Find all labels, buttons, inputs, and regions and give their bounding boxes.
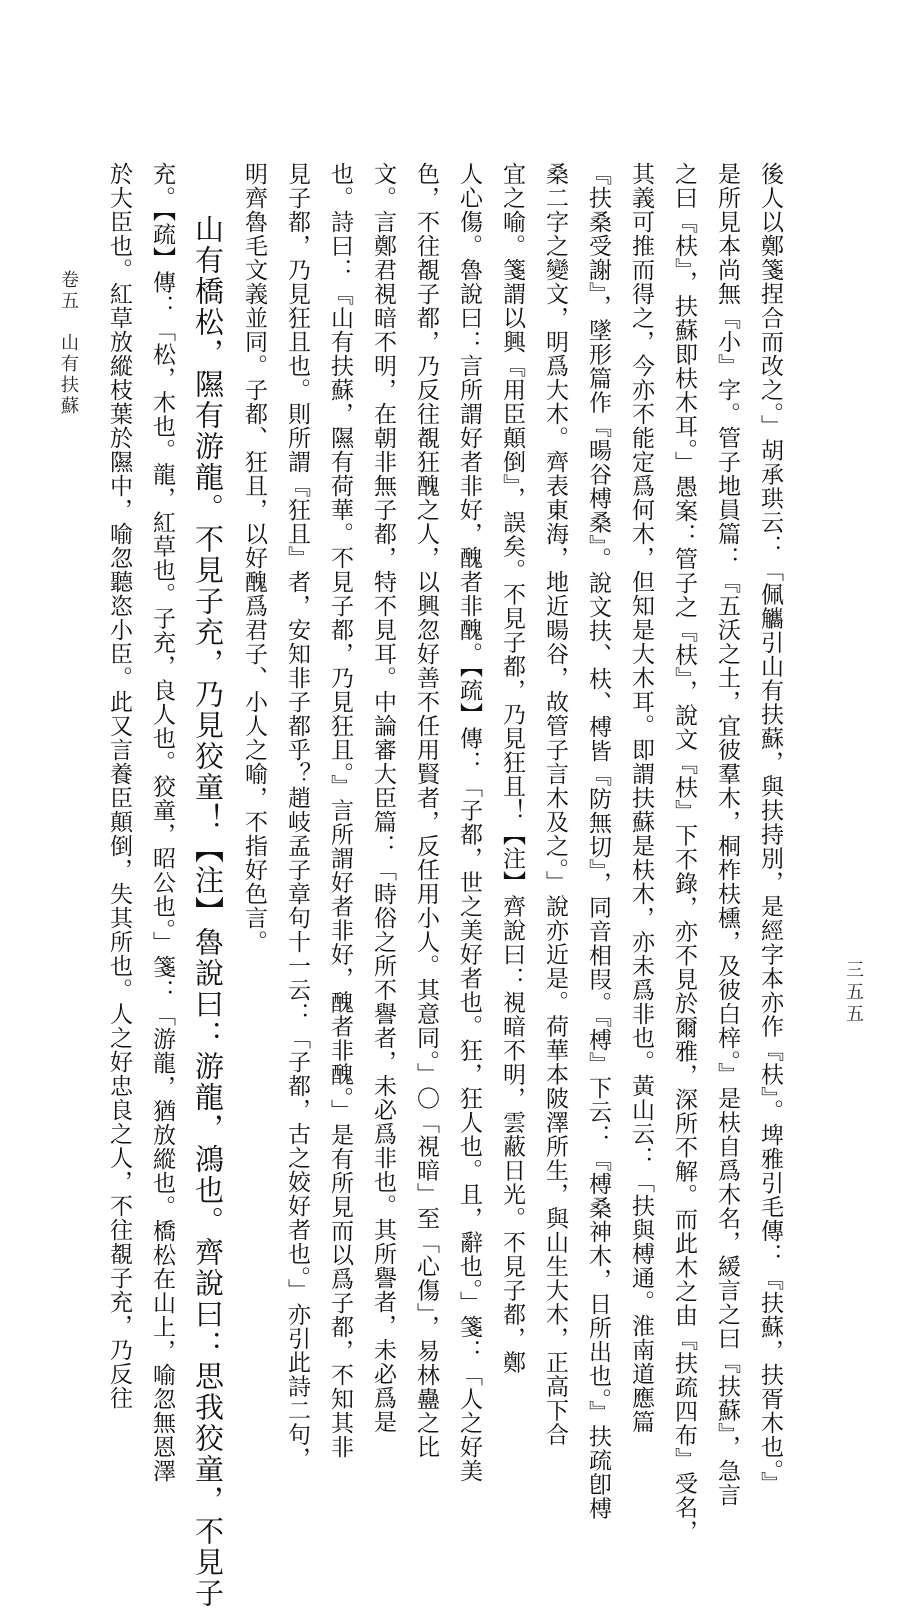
- text-column: 充。【疏】傳：「松，木也。龍，紅草也。子充，良人也。狡童，昭公也。」箋：「游龍，猶放縱也。橋松在山上，喻忽無恩澤: [149, 162, 175, 1483]
- text-column: 也。詩曰：『山有扶蘇，隰有荷華。不見子都，乃見狂且。』言所謂好者非好，醜者非醜。」是有所見而以爲子都，不知其非: [327, 162, 353, 1459]
- text-column: 其義可推而得之，今亦不能定爲何木，但知是大木耳。即謂扶蘇是枎木，亦未爲非也。黃山云：「扶與榑通。淮南道應篇: [628, 162, 654, 1434]
- text-column: 宜之喻。箋謂以興『用臣顛倒』，誤矣。不見子都，乃見狂且！【注】齊說曰：視暗不明，雲蔽日光。不見子都，鄭: [499, 162, 525, 1375]
- page-number: 三五五: [843, 960, 864, 1026]
- text-column: 見子都，乃見狂且也。則所謂『狂且』者，安知非子都乎？趙岐孟子章句十一云：「子都，古之姣好者也。」亦引此詩二句，: [284, 162, 310, 1471]
- running-head: 卷五 山有扶蘇: [58, 270, 79, 417]
- text-column: 人心傷。魯說曰：言所謂好者非好，醜者非醜。【疏】傳：「子都，世之美好者也。狂，狂人也。且，辭也。」箋：「人之好美: [456, 162, 482, 1483]
- text-column: 之曰『枎』，扶蘇即枎木耳。」愚案：管子之『枎』，說文『枎』下不錄，亦不見於爾雅，深所不解。而此木之由『扶疏四布』受名，: [671, 162, 697, 1544]
- text-column: 色，不往覩子都，乃反往覩狂醜之人，以興忽好善不任用賢者，反任用小人。其意同。」〇「視暗」至「心傷」，易林蠱之比: [413, 162, 439, 1459]
- text-column: 文。言鄭君視暗不明，在朝非無子都，特不見耳。中論審大臣篇：「時俗之所不譽者，未必爲非也。其所譽者，未必爲是: [370, 162, 396, 1434]
- text-column: 『扶桑受謝』，墜形篇作『暘谷榑桑』。說文扶、枎、榑皆『防無切』，同音相叚。『榑』下云：『榑桑神木，日所出也。』扶疏卽榑: [585, 162, 611, 1521]
- text-column: 後人以鄭箋捏合而改之。」胡承珙云：「佩觿引山有扶蘇，與扶持別，是經字本亦作『枎』。埤雅引毛傳：『扶蘇，扶胥木也。』: [757, 162, 783, 1496]
- text-column: 桑二字之變文，明爲大木。齊表東海，地近暘谷，故管子言木及之。」說亦近是。荷華本陂澤所生，與山生大木，正高下合: [542, 162, 568, 1447]
- text-column: 於大臣也。紅草放縱枝葉於隰中，喻忽聽恣小臣。此又言養臣顛倒，失其所也。人之好忠良之人，不往覩子充，乃反往: [106, 162, 132, 1410]
- text-column: 明齊魯毛文義並同。子都、狂且，以好醜爲君子、小人之喻，不指好色言。: [241, 162, 267, 954]
- text-column: 是所見本尚無『小』字。管子地員篇：『五沃之土，宜彼羣木，桐柞枎櫄，及彼白梓。』是枎自爲木名，緩言之曰『扶蘇』，急言: [714, 162, 740, 1507]
- poem-column: 山有橋松，隰有游龍。不見子充，乃見狡童！【注】魯說曰：游龍，鴻也。齊說曰：思我狡童，不見子: [191, 214, 225, 1609]
